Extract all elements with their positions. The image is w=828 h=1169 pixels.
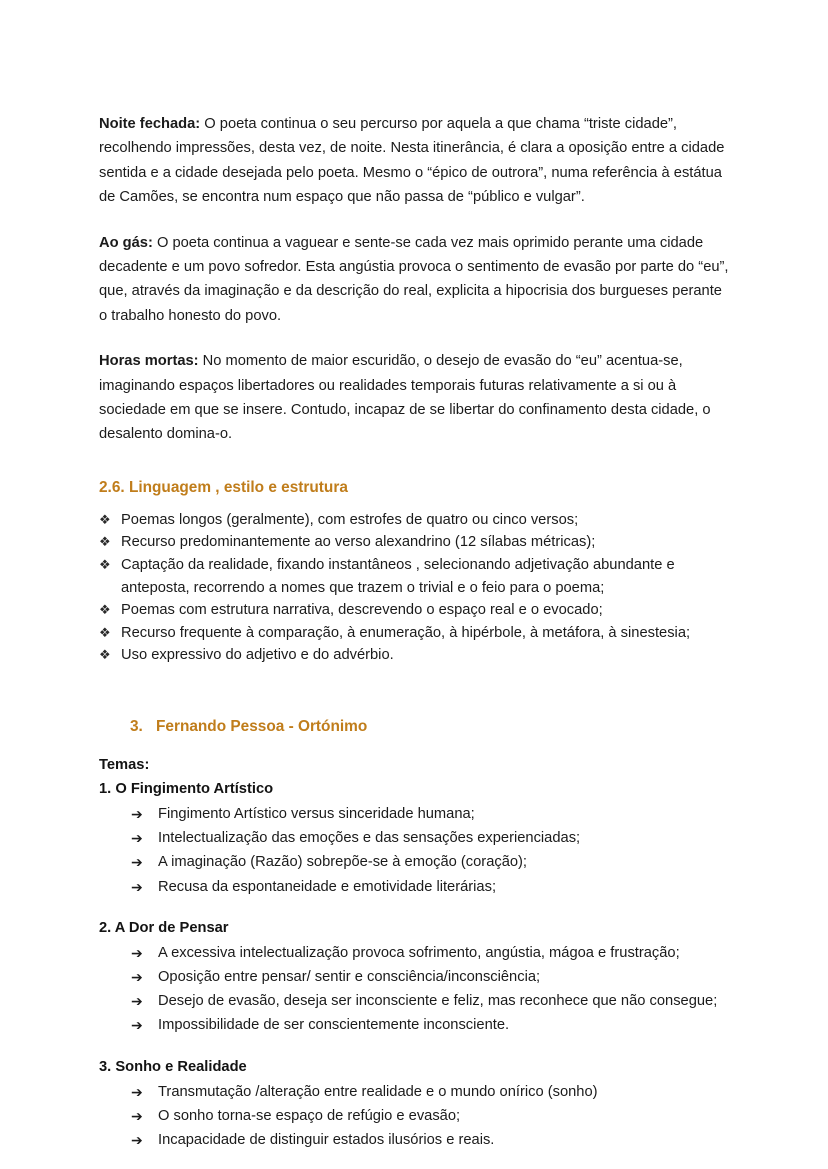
section-title: Fernando Pessoa - Ortónimo: [156, 718, 368, 736]
list-item: [131, 1104, 731, 1128]
list-item: [99, 644, 731, 667]
list-item-text: A imaginação (Razão) sobrepõe-se à emoção (coração);: [158, 854, 528, 871]
list-item: [131, 1128, 731, 1152]
list-item-text: Poemas com estrutura narrativa, descrevendo o espaço real e o evocado;: [121, 602, 603, 619]
list-item: [99, 554, 731, 599]
diamond-bullet-icon: ❖: [99, 647, 111, 663]
list-item: [131, 1080, 731, 1104]
list-item: [131, 875, 731, 899]
arrow-right-icon: ➔: [131, 878, 143, 895]
theme-title: 3. Sonho e Realidade: [99, 1058, 247, 1075]
theme-title: 2. A Dor de Pensar: [99, 919, 229, 936]
diamond-bullet-icon: ❖: [99, 557, 111, 573]
paragraph-text: O poeta continua o seu percurso por aquela a que chama “triste cidade”, recolhendo impressões, desta vez, de noite. Nesta itinerância, é clara a oposição entre a cidade sentida e a cidade desejada pelo poeta. Mesmo o “épico de outrora”, numa referência à estátua de Camões, se encontra num espaço que não passa de “público e vulgar”.: [99, 116, 725, 206]
linguagem-bullet-list: [99, 509, 731, 667]
paragraph-ao-gas: [99, 231, 731, 329]
theme-block-fingimento-artistico: [99, 777, 731, 899]
arrow-right-icon: ➔: [131, 806, 143, 823]
list-item-text: Incapacidade de distinguir estados ilusórios e reais.: [158, 1132, 495, 1149]
list-item-text: O sonho torna-se espaço de refúgio e evasão;: [158, 1107, 461, 1124]
temas-label: Temas:: [99, 757, 150, 774]
arrow-right-icon: ➔: [131, 969, 143, 986]
theme-arrow-list: [99, 941, 731, 1038]
diamond-bullet-icon: ❖: [99, 511, 111, 527]
list-item-text: Desejo de evasão, deseja ser inconsciente e feliz, mas reconhece que não consegue;: [158, 993, 718, 1010]
diamond-bullet-icon: ❖: [99, 624, 111, 640]
paragraph-horas-mortas: [99, 349, 731, 447]
list-item-text: Impossibilidade de ser conscientemente inconsciente.: [158, 1017, 510, 1034]
arrow-right-icon: ➔: [131, 1107, 143, 1124]
list-item-text: Poemas longos (geralmente), com estrofes de quatro ou cinco versos;: [121, 511, 579, 528]
list-item-text: A excessiva intelectualização provoca sofrimento, angústia, mágoa e frustração;: [158, 944, 680, 961]
list-item: [131, 989, 731, 1013]
theme-block-sonho-e-realidade: [99, 1055, 731, 1153]
section-heading-2-6: 2.6. Linguagem , estilo e estrutura: [99, 478, 348, 496]
list-item-text: Transmutação /alteração entre realidade e o mundo onírico (sonho): [158, 1083, 598, 1100]
document-body: [99, 112, 731, 1152]
arrow-right-icon: ➔: [131, 854, 143, 871]
section-heading-3: [99, 717, 731, 737]
list-item: [131, 826, 731, 850]
paragraph-lead-label: Horas mortas:: [99, 353, 199, 370]
list-item: [99, 599, 731, 622]
list-item-text: Captação da realidade, fixando instantâneos , selecionando adjetivação abundante e anteposta, recorrendo a nomes que trazem o trivial e o feio para o poema;: [121, 557, 675, 596]
theme-block-a-dor-de-pensar: [99, 916, 731, 1038]
list-item: [131, 1013, 731, 1037]
arrow-right-icon: ➔: [131, 1083, 143, 1100]
list-item-text: Uso expressivo do adjetivo e do advérbio.: [121, 647, 394, 664]
arrow-right-icon: ➔: [131, 1132, 143, 1149]
arrow-right-icon: ➔: [131, 993, 143, 1010]
list-item-text: Intelectualização das emoções e das sensações experienciadas;: [158, 830, 581, 847]
list-item: [131, 802, 731, 826]
paragraph-text: No momento de maior escuridão, o desejo de evasão do “eu” acentua-se, imaginando espaços libertadores ou realidades temporais futuras relativamente a si ou à sociedade em que se insere. Contudo, incapaz de se libertar do confinamento desta cidade, o desalento domina-o.: [99, 353, 711, 443]
list-item-text: Oposição entre pensar/ sentir e consciência/inconsciência;: [158, 969, 541, 986]
list-item: [131, 941, 731, 965]
list-item-text: Recusa da espontaneidade e emotividade literárias;: [158, 878, 497, 895]
list-item: [99, 509, 731, 532]
list-item: [131, 965, 731, 989]
paragraph-lead-label: Noite fechada:: [99, 116, 201, 132]
paragraph-text: O poeta continua a vaguear e sente-se cada vez mais oprimido perante uma cidade decadente e um povo sofredor. Esta angústia provoca o sentimento de evasão por parte do “eu”, que, através da imaginação e da descrição do real, explicita a hipocrisia dos burgueses perante o trabalho honesto do povo.: [99, 234, 729, 324]
list-item: [131, 850, 731, 874]
list-item: [99, 531, 731, 554]
list-item-text: Recurso frequente à comparação, à enumeração, à hipérbole, à metáfora, à sinestesia;: [121, 624, 691, 641]
theme-arrow-list: [99, 802, 731, 899]
section-number: 3.: [130, 718, 143, 736]
arrow-right-icon: ➔: [131, 830, 143, 847]
list-item-text: Fingimento Artístico versus sinceridade humana;: [158, 806, 475, 823]
list-item: [99, 622, 731, 645]
theme-title: 1. O Fingimento Artístico: [99, 781, 274, 798]
arrow-right-icon: ➔: [131, 1017, 143, 1034]
list-item-text: Recurso predominantemente ao verso alexandrino (12 sílabas métricas);: [121, 534, 596, 551]
paragraph-lead-label: Ao gás:: [99, 234, 153, 251]
paragraph-noite-fechada: [99, 112, 731, 210]
diamond-bullet-icon: ❖: [99, 602, 111, 618]
diamond-bullet-icon: ❖: [99, 534, 111, 550]
arrow-right-icon: ➔: [131, 944, 143, 961]
theme-arrow-list: [99, 1080, 731, 1153]
